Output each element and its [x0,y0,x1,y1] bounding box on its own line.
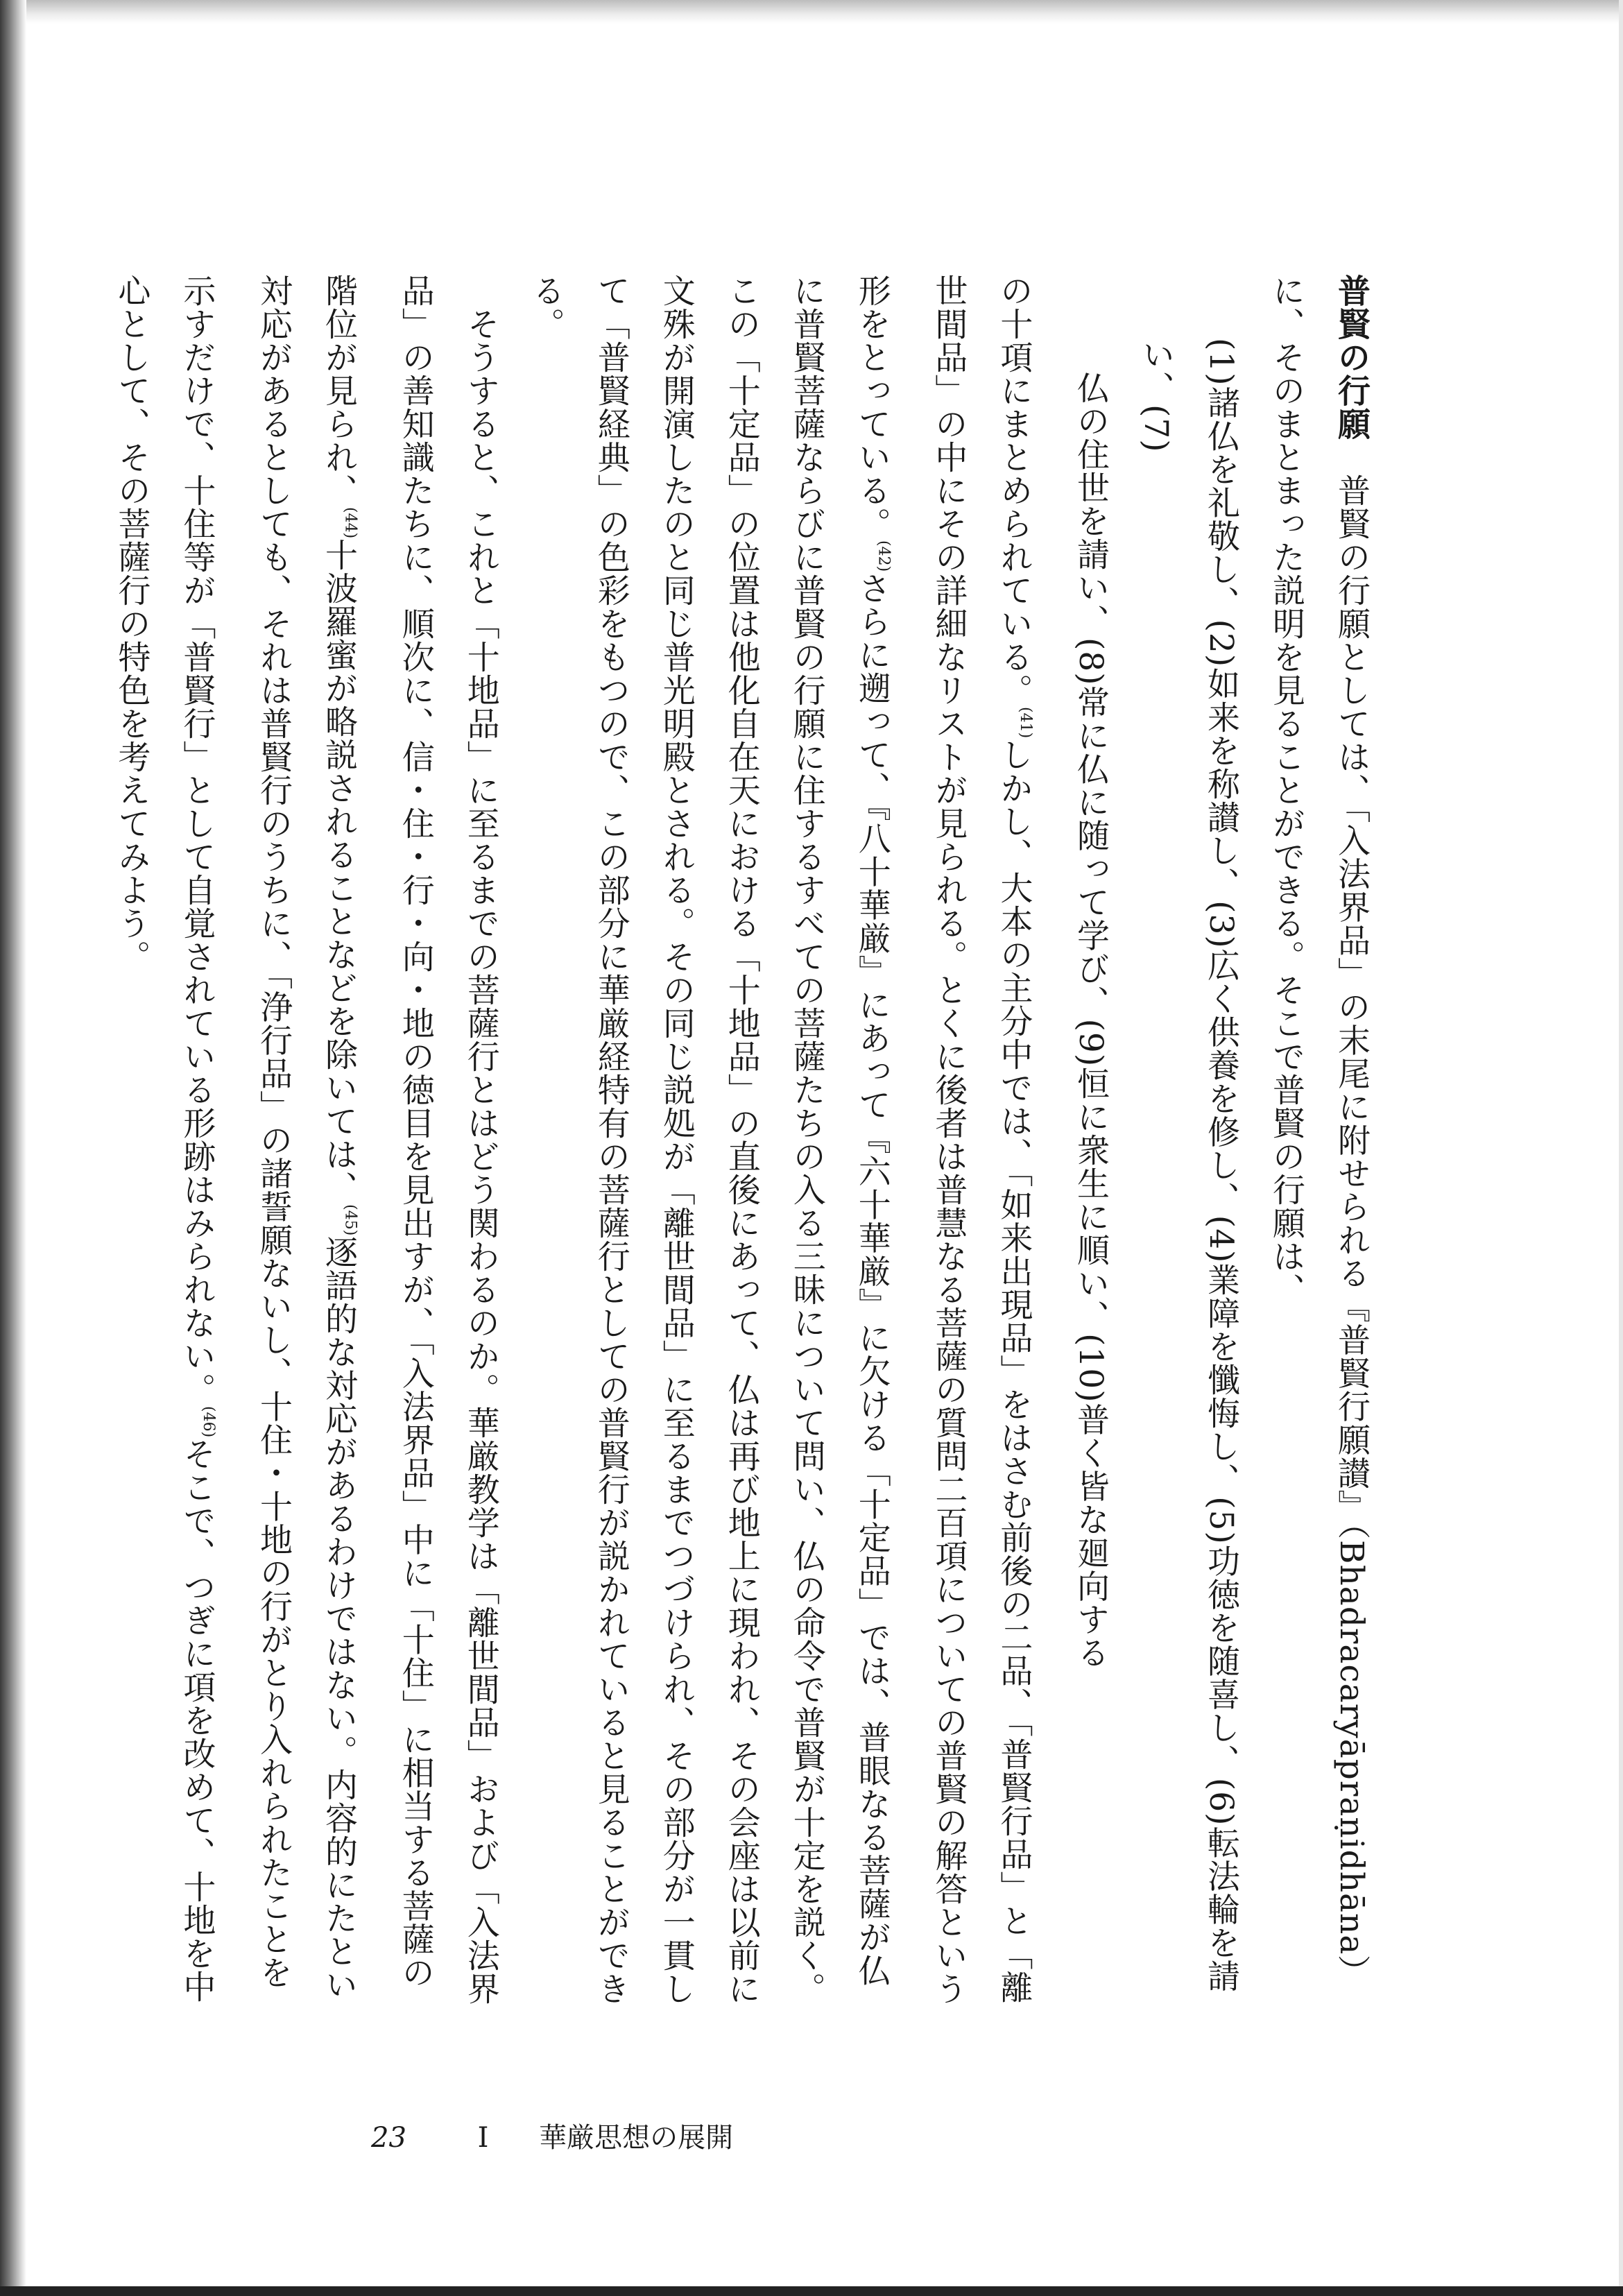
footnote-ref[interactable]: (44) [341,507,359,539]
paragraph-text: さらに遡って、『八十華厳』にあって『六十華厳』に欠ける「十定品」では、普眼なる菩薩が仏に普賢菩薩ならびに普賢の行願に住するすべての菩薩たちの入る三昧について問い、仏の命令で普賢が十定を説く。この「十定品」の位置は他化自在天における「十地品」の直後にあって、仏は再び地上に現われ、その会座は以前に文殊が開演したのと同じ普光明殿とされる。その同じ説処が「離世間品」に至るまでつづけられ、その部分が一貫して「普賢経典」の色彩をもつので、この部分に華厳経特有の菩薩行としての普賢行が説かれていると見ることができる。 [526,274,891,2005]
paragraph-detailed-list [513,274,1058,2008]
footnote-ref[interactable]: (41) [1017,707,1034,739]
paragraph-text: しかし、大本の主分中では、「如来出現品」をはさむ前後の二品、「普賢行品」と「離世間品」の中にその詳細なリストが見られる。とくに後者は普慧なる菩薩の質問二百項についての普賢の解答という形をとっている。 [852,274,1033,2005]
footnote-ref[interactable]: (42) [875,540,893,572]
paragraph-text: そうすると、これと「十地品」に至るまでの菩薩行とはどう関わるのか。華厳教学は「離世間品」および「入法界品」の善知識たちに、順次に、信・住・行・向・地の徳目を見出すが、「入法界品」中に「十住」に相当する菩薩の階位が見られ、 [320,274,500,2005]
vow-list-line-1 [1123,274,1253,2008]
paragraph-text: の十項にまとめられている。 [995,274,1033,707]
part-numeral: I [477,2122,489,2154]
paragraph-bodhisattva-practice [98,274,513,2008]
scan-bottom-edge [0,2286,1623,2296]
page-footer [371,2116,733,2157]
vow-list-text: 仏の住世を請い、(8)常に仏に随って学び、(9)恒に衆生に順い、(10)普く皆な廻向する [1072,371,1110,1670]
page-number: 23 [371,2122,406,2154]
vow-list-text: (1)諸仏を礼敬し、(2)如来を称讃し、(3)広く供養を修し、(4)業障を懺悔し、(5)功徳を随喜し、(6)転法輪を請い、(7) [1137,338,1240,1993]
paragraph-text: 逐語的な対応があるわけではない。内容的にたとい対応があるとしても、それは普賢行のうちに、「浄行品」の諸誓願ないし、十住・十地の行がとり入れられたことを示すだけで、十住等が「普賢行」として自覚されている形跡はみられない。 [178,274,359,2002]
running-head-title: 華厳思想の展開 [539,2122,734,2154]
paragraph-text: 十波羅蜜が略説されることなどを除いては、 [320,538,359,1205]
paragraph-fugen-vows [1253,274,1384,2008]
scan-left-edge [0,0,26,2296]
paragraph-text: 普賢の行願としては、「入法界品」の末尾に附せられる『普賢行願讃』（Bhadracaryāpraṇidhāna）に、そのまとまった説明を見ることができる。そこで普賢の行願は、 [1267,274,1371,1989]
footnote-ref[interactable]: (46) [200,1406,218,1438]
scan-top-shadow [26,0,1623,24]
footnote-ref[interactable]: (45) [341,1204,359,1236]
vow-list-line-2 [1058,274,1123,2008]
paragraph-text: そこで、つぎに項を改めて、十地を中心として、その菩薩行の特色を考えてみよう。 [112,274,216,2004]
scan-right-edge [1619,0,1623,2296]
section-heading: 普賢の行願 [1332,274,1371,440]
vertical-text-body [112,274,1384,2008]
